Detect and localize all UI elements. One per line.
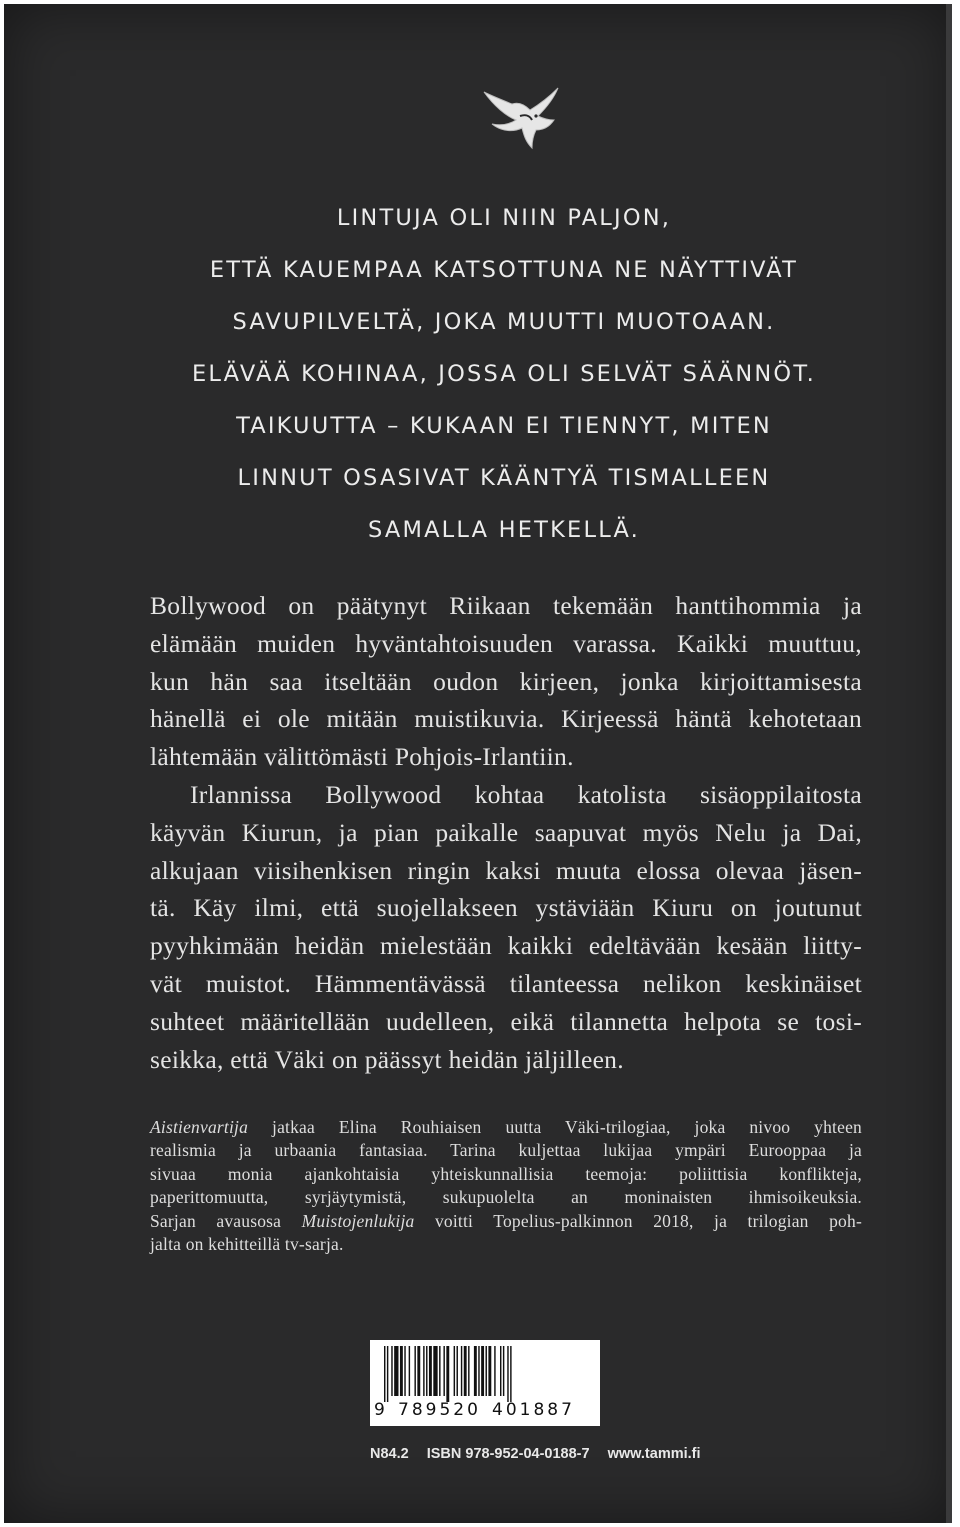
barcode-bar <box>478 1346 479 1396</box>
barcode-bar <box>400 1346 403 1396</box>
barcode-bar <box>488 1346 491 1396</box>
barcode-bar <box>429 1346 432 1396</box>
publisher-footer <box>370 1446 770 1462</box>
barcode-bar <box>454 1346 455 1396</box>
poem-line: SAMALLA HETKELLÄ. <box>367 517 640 543</box>
swallow-icon <box>480 86 560 150</box>
barcode-digits-left: 789520 <box>398 1400 481 1420</box>
barcode-bar <box>468 1346 469 1396</box>
note-line: paperittomuutta, syrjäytymistä, sukupuolelta an moninaisten ihmisoikeuksia. <box>150 1187 862 1208</box>
barcode-bar <box>446 1346 449 1402</box>
barcode-bar <box>464 1346 467 1396</box>
classification-code: N84.2 <box>370 1446 409 1462</box>
book-back-cover <box>4 4 952 1523</box>
barcode-bar <box>443 1346 444 1396</box>
note-text: Sarjan avausosa <box>150 1210 302 1231</box>
publisher-url[interactable]: www.tammi.fi <box>607 1446 701 1462</box>
series-note <box>150 1116 862 1256</box>
barcode-bar <box>417 1346 420 1396</box>
note-line <box>150 1116 862 1139</box>
blurb-line: pyyhkimään heidän mielestään kaikki edeltävään kesään liitty- <box>150 931 862 961</box>
poem-line: ELÄVÄÄ KOHINAA, JOSSA OLI SELVÄT SÄÄNNÖT. <box>192 361 816 387</box>
barcode-bar <box>510 1346 511 1402</box>
poem-line: TAIKUUTTA – KUKAAN EI TIENNYT, MITEN <box>236 413 772 439</box>
blurb-line: vät muistot. Hämmentävässä tilanteessa nelikon keskinäiset <box>150 968 862 998</box>
blurb-line: hänellä ei ole mitään muistikuvia. Kirjeessä häntä kehotetaan <box>150 704 862 734</box>
barcode-bar <box>423 1346 424 1396</box>
poem-line: LINTUJA OLI NIIN PALJON, <box>336 205 672 231</box>
note-text: jatkaa Elina Rouhiaisen uutta Väki-trilogiaa, joka nivoo yhteen <box>248 1117 862 1137</box>
blurb-line: suhteet määritellään uudelleen, eikä tilannetta helpota se tosi- <box>150 1006 862 1036</box>
barcode-bar <box>394 1346 398 1396</box>
blurb-line: tä. Käy ilmi, että suojellakseen ystäviään Kiuru on joutunut <box>150 893 862 923</box>
barcode-bar <box>461 1346 462 1396</box>
barcode-bar <box>474 1346 477 1396</box>
barcode-bars <box>382 1346 588 1402</box>
barcode-bar <box>409 1346 410 1396</box>
note-line: sivuaa monia ajankohtaisia yhteiskunnallisia teemoja: poliittisia konflikteja, <box>150 1163 862 1184</box>
blurb-line: seikka, että Väki on päässyt heidän jäljilleen. <box>150 1044 624 1074</box>
barcode-digits <box>374 1400 596 1422</box>
barcode-bar <box>500 1346 501 1396</box>
barcode-bar <box>414 1346 415 1396</box>
series-first-title: Muistojenlukija <box>301 1210 415 1231</box>
isbn-number: ISBN 978-952-04-0188-7 <box>426 1446 590 1462</box>
poem-line: SAVUPILVELTÄ, JOKA MUUTTI MUOTOAAN. <box>232 309 776 335</box>
note-line <box>150 1210 862 1233</box>
blurb-line: Irlannissa Bollywood kohtaa katolista sisäoppilaitosta <box>190 779 862 809</box>
barcode-bar <box>391 1346 392 1396</box>
blurb-line: käyvän Kiurun, ja pian paikalle saapuvat myös Nelu ja Dai, <box>150 817 862 847</box>
barcode-digits-right: 401887 <box>492 1400 575 1420</box>
poem-line: LINNUT OSASIVAT KÄÄNTYÄ TISMALLEEN <box>237 465 771 491</box>
blurb-line: Bollywood on päätynyt Riikaan tekemään hanttihommia ja <box>150 591 862 620</box>
blurb-line: kun hän saa itseltään oudon kirjeen, jonka kirjoittamisesta <box>150 666 862 696</box>
barcode-bar <box>433 1346 437 1396</box>
note-text: voitti Topelius-palkinnon 2018, ja trilogian poh- <box>414 1210 862 1231</box>
barcode-bar <box>404 1346 405 1396</box>
barcode-bar <box>384 1346 385 1402</box>
barcode-bar <box>426 1346 427 1396</box>
note-line: realismia ja urbaania fantasiaa. Tarina kuljettaa lukijaa ympäri Eurooppaa ja <box>150 1140 862 1161</box>
isbn-barcode <box>370 1340 600 1426</box>
barcode-bar <box>387 1346 388 1402</box>
barcode-bar <box>457 1346 458 1396</box>
barcode-bar <box>439 1346 440 1396</box>
barcode-bar <box>481 1346 484 1396</box>
note-line: jalta on kehitteillä tv-sarja. <box>150 1233 344 1254</box>
blurb-line: elämään muiden hyväntahtoisuuden varassa. Kaikki muuttuu, <box>150 628 862 658</box>
cover-edge <box>946 4 952 1523</box>
barcode-bar <box>507 1346 508 1402</box>
barcode-digit-first: 9 <box>374 1400 388 1420</box>
barcode-bar <box>494 1346 495 1396</box>
blurb-line: lähtemään välittömästi Pohjois-Irlantiin. <box>150 742 574 772</box>
poem-excerpt <box>124 192 884 556</box>
blurb-line: alkujaan viisihenkisen ringin kaksi muuta elossa olevaa jäsen- <box>150 855 862 885</box>
barcode-bar <box>486 1346 487 1396</box>
poem-line: ETTÄ KAUEMPAA KATSOTTUNA NE NÄYTTIVÄT <box>209 257 799 283</box>
book-title: Aistienvartija <box>150 1117 249 1137</box>
blurb-text <box>150 587 862 1078</box>
barcode-bar <box>503 1346 504 1396</box>
